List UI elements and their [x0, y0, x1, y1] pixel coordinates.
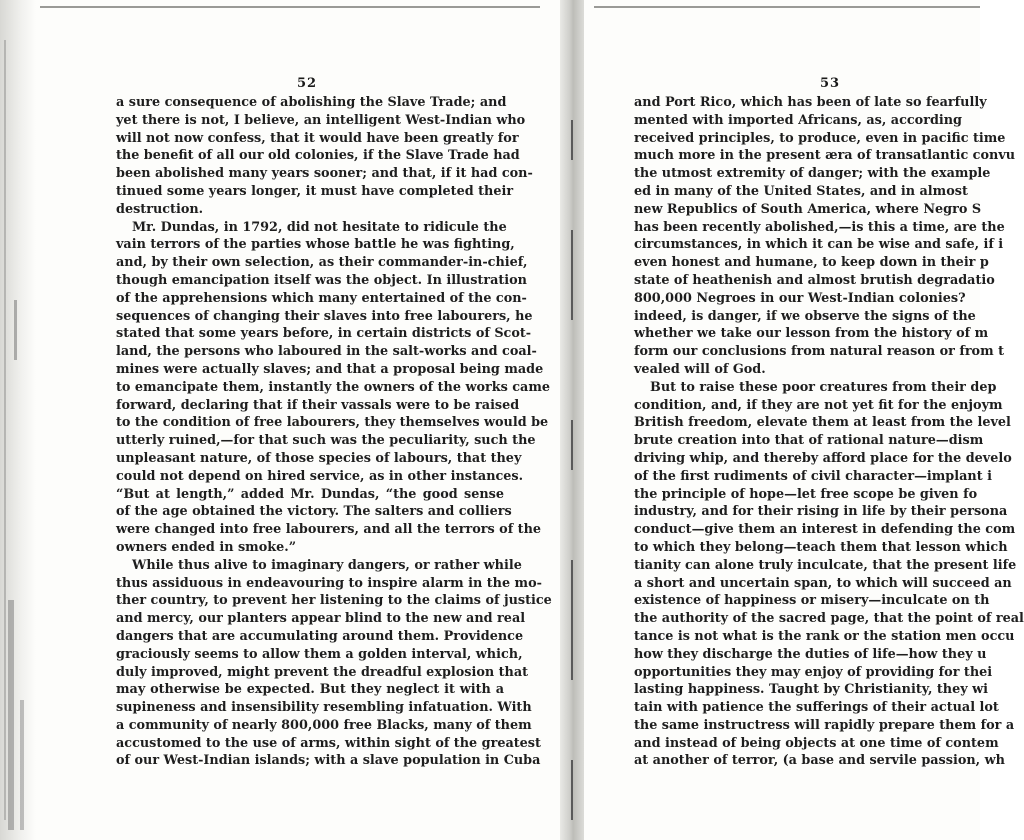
- text-line: a community of nearly 800,000 free Blacks, many of them: [116, 717, 532, 733]
- text-line: to emancipate them, instantly the owners of the works came: [116, 379, 551, 395]
- text-line: unpleasant nature, of those species of labours, that they: [116, 450, 522, 466]
- text-line: even honest and humane, to keep down in their p: [634, 255, 989, 271]
- text-line: and, by their own selection, as their commander-in-chief,: [116, 255, 528, 271]
- text-line: to the condition of free labourers, they themselves would be: [116, 415, 549, 431]
- text-line: tinued some years longer, it must have completed their: [116, 183, 514, 199]
- text-line: brute creation into that of rational nature—dism: [634, 433, 984, 449]
- text-line: destruction.: [116, 201, 204, 217]
- text-line: the same instructress will rapidly prepare them for a: [634, 717, 1015, 733]
- text-line: condition, and, if they are not yet fit for the enjoym: [634, 397, 1003, 413]
- text-line: ed in many of the United States, and in almost: [634, 183, 968, 199]
- text-line: the principle of hope—let free scope be given fo: [634, 486, 978, 502]
- top-rule: [40, 6, 540, 8]
- text-line: and instead of being objects at one time of contem: [634, 735, 999, 751]
- text-line: “But at length,” added Mr. Dundas, “the good sense: [116, 486, 504, 502]
- text-line: the utmost extremity of danger; with the example: [634, 166, 991, 182]
- text-line: mented with imported Africans, as, according: [634, 112, 963, 128]
- text-line: yet there is not, I believe, an intelligent West-Indian who: [116, 112, 526, 128]
- text-line: 800,000 Negroes in our West-Indian colonies?: [634, 290, 966, 306]
- text-line: of the first rudiments of civil character—implant i: [634, 468, 992, 484]
- text-line: supineness and insensibility resembling infatuation. With: [116, 700, 532, 716]
- text-line: received principles, to produce, even in pacific time: [634, 130, 1006, 146]
- text-line: industry, and for their rising in life by their persona: [634, 504, 1008, 520]
- text-line: thus assiduous in endeavouring to inspire alarm in the mo-: [116, 575, 542, 591]
- text-line: sequences of changing their slaves into free labourers, he: [116, 308, 533, 324]
- text-line: may otherwise be expected. But they neglect it with a: [116, 682, 504, 698]
- text-line: of the age obtained the victory. The salters and colliers: [116, 504, 512, 520]
- text-line: a short and uncertain span, to which will succeed an: [634, 575, 1012, 591]
- text-line: utterly ruined,—for that such was the peculiarity, such the: [116, 433, 536, 449]
- page-number-right: 53: [820, 76, 841, 91]
- text-line: mines were actually slaves; and that a proposal being made: [116, 361, 544, 377]
- text-line: the authority of the sacred page, that the point of real: [634, 611, 1024, 627]
- top-rule: [594, 6, 980, 8]
- text-line: graciously seems to allow them a golden interval, which,: [116, 646, 523, 662]
- text-line: will not now confess, that it would have been greatly for: [116, 130, 519, 146]
- text-line: accustomed to the use of arms, within sight of the greatest: [116, 735, 541, 751]
- text-line: ther country, to prevent her listening to the claims of justice: [116, 593, 552, 609]
- book-gutter: [560, 0, 584, 840]
- text-line: tain with patience the sufferings of their actual lot: [634, 700, 999, 716]
- text-line: to which they belong—teach them that lesson which: [634, 539, 1008, 555]
- text-line: British freedom, elevate them at least from the level: [634, 415, 1011, 431]
- text-line: tance is not what is the rank or the station men occu: [634, 628, 1015, 644]
- text-line: of our West-Indian islands; with a slave population in Cuba: [116, 753, 541, 769]
- left-page-body: [116, 94, 552, 770]
- text-line: of the apprehensions which many entertained of the con-: [116, 290, 527, 306]
- text-line: a sure consequence of abolishing the Slave Trade; and: [116, 95, 507, 110]
- text-line: forward, declaring that if their vassals were to be raised: [116, 397, 520, 413]
- text-line: tianity can alone truly inculcate, that the present life: [634, 557, 1017, 573]
- text-line: were changed into free labourers, and all the terrors of the: [116, 522, 542, 538]
- text-line: the benefit of all our old colonies, if the Slave Trade had: [116, 148, 520, 164]
- text-line: state of heathenish and almost brutish degradatio: [634, 272, 995, 288]
- text-line: land, the persons who laboured in the salt-works and coal-: [116, 344, 537, 360]
- text-line: lasting happiness. Taught by Christianity, they wi: [634, 682, 988, 698]
- text-line: Mr. Dundas, in 1792, did not hesitate to ridicule the: [132, 219, 507, 235]
- text-line: new Republics of South America, where Negro S: [634, 201, 982, 217]
- text-line: and mercy, our planters appear blind to the new and real: [116, 611, 526, 627]
- text-line: form our conclusions from natural reason or from t: [634, 344, 1005, 360]
- text-line: indeed, is danger, if we observe the signs of the: [634, 308, 976, 324]
- right-page-body: [634, 94, 1024, 770]
- text-line: owners ended in smoke.”: [116, 539, 297, 555]
- text-line: much more in the present æra of transatlantic convu: [634, 148, 1016, 164]
- text-line: been abolished many years sooner; and that, if it had con-: [116, 166, 533, 182]
- text-line: has been recently abolished,—is this a time, are the: [634, 219, 1005, 235]
- text-line: could not depend on hired service, as in other instances.: [116, 468, 524, 484]
- text-line: existence of happiness or misery—inculcate on th: [634, 593, 990, 609]
- text-line: though emancipation itself was the object. In illustration: [116, 272, 527, 288]
- text-line: vain terrors of the parties whose battle he was fighting,: [116, 237, 515, 253]
- left-page-edge: [0, 0, 36, 840]
- page-number-left: 52: [297, 76, 318, 91]
- text-line: and Port Rico, which has been of late so fearfully: [634, 95, 987, 110]
- text-line: opportunities they may enjoy of providing for thei: [634, 664, 993, 680]
- text-line: While thus alive to imaginary dangers, or rather while: [132, 557, 522, 573]
- text-line: driving whip, and thereby afford place for the develo: [634, 450, 1012, 466]
- text-line: duly improved, might prevent the dreadful explosion that: [116, 664, 529, 680]
- text-line: how they discharge the duties of life—how they u: [634, 646, 987, 662]
- text-line: stated that some years before, in certain districts of Scot-: [116, 326, 532, 342]
- text-line: at another of terror, (a base and servile passion, wh: [634, 753, 1005, 769]
- text-line: But to raise these poor creatures from their dep: [650, 379, 997, 395]
- text-line: circumstances, in which it can be wise and safe, if i: [634, 237, 1004, 253]
- text-line: vealed will of God.: [634, 361, 766, 377]
- text-line: conduct—give them an interest in defending the com: [634, 522, 1016, 538]
- text-line: whether we take our lesson from the history of m: [634, 326, 989, 342]
- text-line: dangers that are accumulating around them. Providence: [116, 628, 524, 644]
- right-page: [584, 0, 1024, 840]
